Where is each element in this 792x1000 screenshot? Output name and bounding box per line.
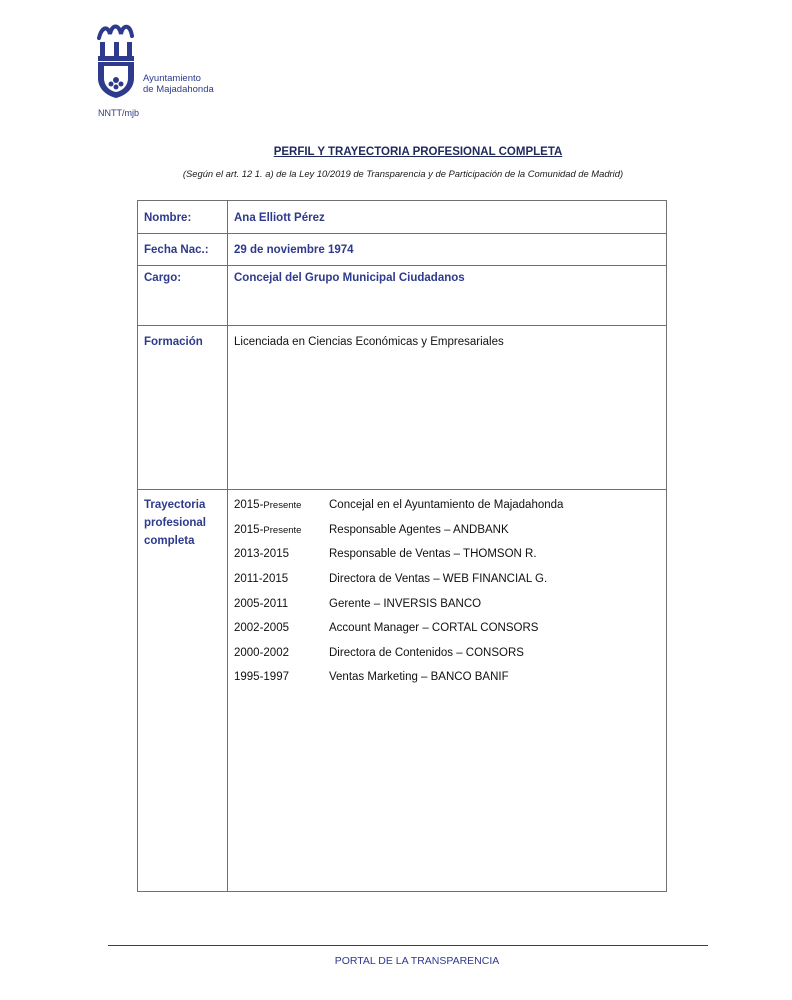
career-years: 2013-2015	[234, 548, 289, 560]
logo-text-line2: de Majadahonda	[143, 84, 214, 95]
career-description: Gerente – INVERSIS BANCO	[329, 598, 482, 610]
career-years: 2005-2011	[234, 598, 289, 610]
career-years: 1995-1997	[234, 671, 289, 683]
career-label	[144, 496, 206, 550]
career-label-line3: completa	[144, 535, 195, 547]
footer-text: PORTAL DE LA TRANSPARENCIA	[334, 955, 500, 967]
education-value: Licenciada en Ciencias Económicas y Empresariales	[234, 336, 504, 348]
name-label: Nombre:	[144, 212, 192, 224]
career-label-line1: Trayectoria	[144, 499, 206, 511]
name-value: Ana Elliott Pérez	[234, 212, 325, 224]
document-title: PERFIL Y TRAYECTORIA PROFESIONAL COMPLETA	[273, 146, 563, 158]
logo-text-line1: Ayuntamiento	[143, 73, 201, 84]
career-description: Concejal en el Ayuntamiento de Majadahonda	[329, 499, 564, 511]
career-years: 2002-2005	[234, 622, 289, 634]
row-career	[138, 489, 666, 891]
career-label-line2: profesional	[144, 517, 206, 529]
career-years: 2015-Presente	[234, 524, 302, 536]
career-years: 2011-2015	[234, 573, 289, 585]
birth-value: 29 de noviembre 1974	[234, 244, 354, 256]
row-birth-date	[138, 233, 666, 266]
profile-table	[137, 200, 667, 892]
career-description: Responsable de Ventas – THOMSON R.	[329, 548, 537, 560]
career-description: Directora de Contenidos – CONSORS	[329, 647, 524, 659]
position-value: Concejal del Grupo Municipal Ciudadanos	[234, 272, 465, 284]
career-years: 2000-2002	[234, 647, 289, 659]
career-years: 2015-Presente	[234, 499, 302, 511]
document-reference: NNTT/mjb	[98, 108, 139, 118]
career-description: Directora de Ventas – WEB FINANCIAL G.	[329, 573, 548, 585]
row-position	[138, 265, 666, 326]
career-description: Responsable Agentes – ANDBANK	[329, 524, 509, 536]
education-label: Formación	[144, 336, 203, 348]
logo-text	[143, 73, 214, 95]
position-label: Cargo:	[144, 272, 182, 284]
career-description: Ventas Marketing – BANCO BANIF	[329, 671, 509, 683]
document-subtitle: (Según el art. 12 1. a) de la Ley 10/2019 de Transparencia y de Participación de la Comunidad de Madrid)	[182, 168, 624, 179]
row-name	[138, 201, 666, 233]
row-education	[138, 325, 666, 490]
birth-label: Fecha Nac.:	[144, 244, 209, 256]
footer-divider	[108, 945, 708, 946]
career-description: Account Manager – CORTAL CONSORS	[329, 622, 539, 634]
